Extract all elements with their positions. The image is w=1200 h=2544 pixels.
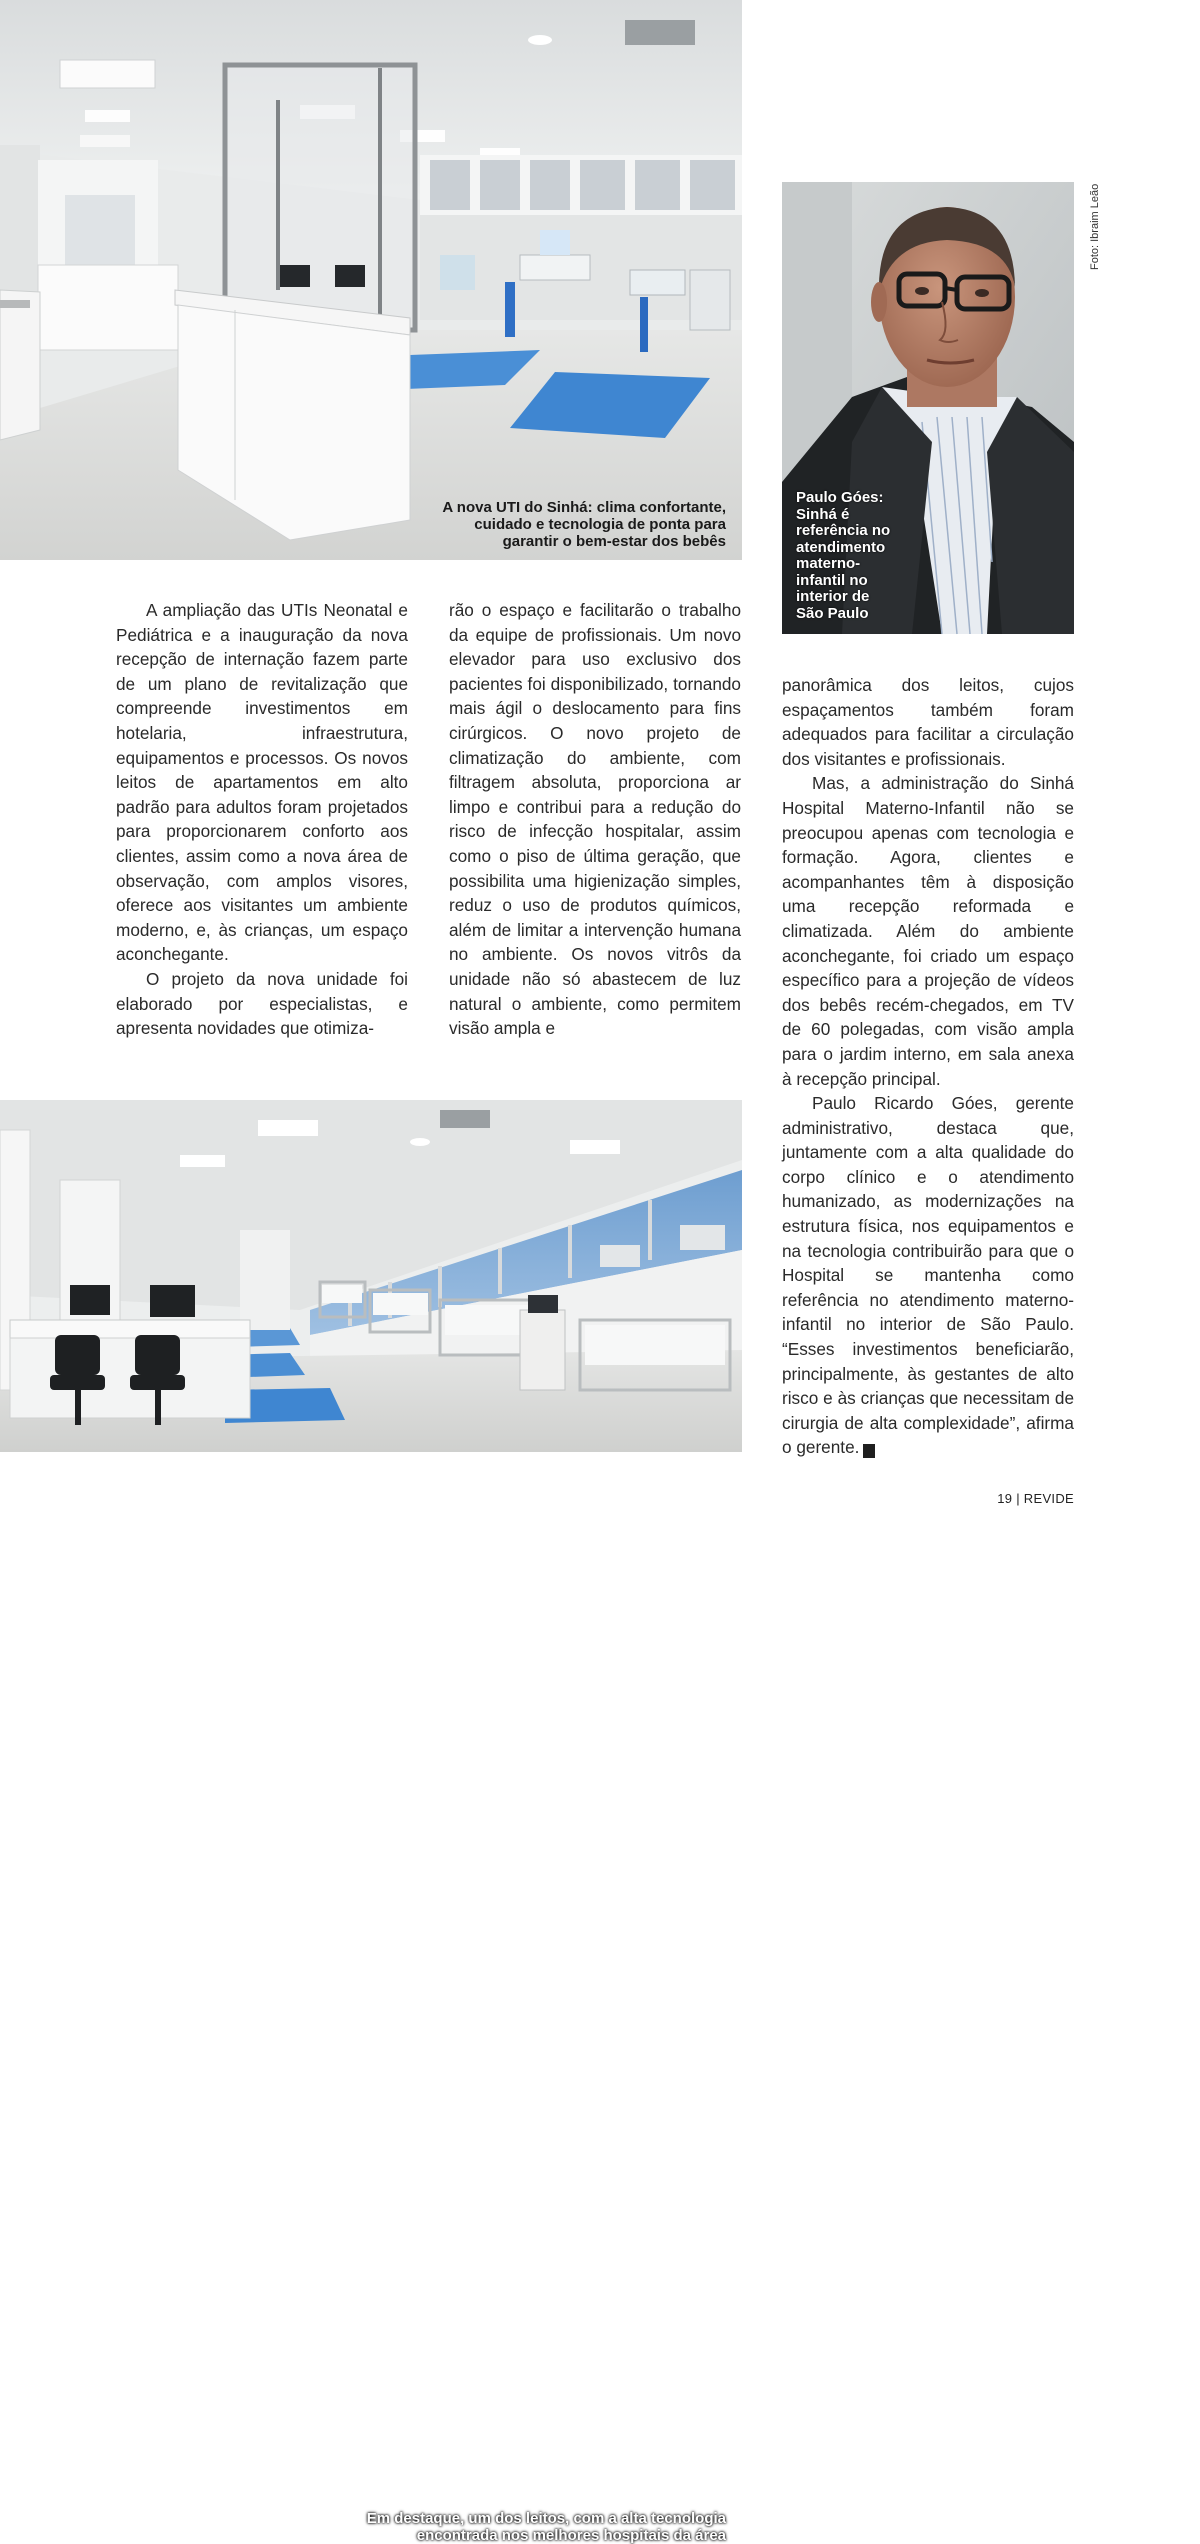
caption-line: encontrada nos melhores hospitais da área <box>416 2527 726 2544</box>
caption-line: atendimento <box>796 538 886 556</box>
article-paragraph: O projeto da nova unidade foi elaborado por especialistas, e apresenta novidades que otimiza- <box>116 968 408 1039</box>
caption-line: materno- <box>796 555 861 572</box>
article-column-2 <box>449 598 741 1041</box>
page-footer <box>997 1491 1074 1506</box>
photo-ward-illustration <box>0 1100 742 1452</box>
caption-line: Sinhá é <box>796 505 850 523</box>
photo-ward-beds <box>0 1100 742 2544</box>
caption-line: garantir o bem-estar dos bebês <box>502 533 726 550</box>
caption-line: São Paulo <box>796 604 869 622</box>
article-column-3 <box>782 673 1074 1460</box>
end-of-article-icon: r <box>863 1444 875 1458</box>
article-paragraph: panorâmica dos leitos, cujos espaçamentos também foram adequados para facilitar a circulação dos visitantes e profissionais. <box>782 675 1074 769</box>
photo-portrait-paulo-goes <box>782 182 1074 634</box>
footer-separator: | <box>1016 1491 1020 1506</box>
magazine-name: REVIDE <box>1023 1491 1074 1506</box>
photo-nicu-room <box>0 0 742 560</box>
caption-line: referência no <box>796 522 891 539</box>
photo-nicu-caption <box>366 499 726 550</box>
caption-line: cuidado e tecnologia de ponta para <box>474 516 726 533</box>
caption-line: A nova UTI do Sinhá: clima confortante, <box>442 499 726 516</box>
article-paragraph-text: Paulo Ricardo Góes, gerente administrativo, destaca que, juntamente com a alta qualidade do corpo clínico e o atendimento humanizado, as modernizações na estrutura física, nos equipamentos e na tecnologia contribuirão para que o Hospital se mantenha como referência no atendimento materno-infantil no interior de São Paulo. “Esses investimentos beneficiarão, principalmente, às gestantes de alto risco e às crianças que necessitam de cirurgia de alta complexidade”, afirma o gerente. <box>782 1093 1074 1458</box>
caption-line: infantil no <box>796 571 868 589</box>
caption-line: Paulo Góes: <box>796 489 884 506</box>
caption-line: interior de <box>796 588 870 605</box>
article-paragraph-last <box>782 1091 1074 1460</box>
article-paragraph: A ampliação das UTIs Neonatal e Pediátrica e a inauguração da nova recepção de internação fazem parte de um plano de revitalização que compreende investimentos em hotelaria, infraestrutura, equipamentos e processos. Os novos leitos de apartamentos em alto padrão para adultos foram projetados para proporcionarem conforto aos clientes, assim como a nova área de observação, com amplos visores, oferece aos visitantes um ambiente moderno, e, às crianças, um espaço aconchegante. <box>116 600 408 965</box>
caption-line: Em destaque, um dos leitos, com a alta tecnologia <box>366 2510 726 2527</box>
portrait-caption <box>796 490 916 622</box>
photo-credit <box>1074 183 1101 275</box>
article-column-1 <box>116 598 408 1041</box>
photo-nicu-room-illustration <box>0 0 742 560</box>
photo-ward-caption <box>300 2510 726 2544</box>
article-paragraph: Mas, a administração do Sinhá Hospital Materno-Infantil não se preocupou apenas com tecnologia e formação. Agora, clientes e acompanhantes têm à disposição uma recepção reformada e climatizada. Além do ambiente aconchegante, foi criado um espaço específico para a projeção de vídeos dos bebês recém-chegados, em TV de 60 polegadas, com visão ampla para o jardim interno, em sala anexa à recepção principal. <box>782 773 1074 1089</box>
photo-credit-text: Foto: Ibraim Leão <box>1089 183 1101 270</box>
page-number: 19 <box>997 1491 1013 1506</box>
article-paragraph: rão o espaço e facilitarão o trabalho da equipe de profissionais. Um novo elevador para uso exclusivo dos pacientes foi disponibilizado, tornando mais ágil o deslocamento para fins cirúrgicos. O novo projeto de climatização do ambiente, com filtragem absoluta, proporciona ar limpo e contribui para a redução do risco de infecção hospitalar, assim como o piso de última geração, que possibilita uma higienização simples, reduz o uso de produtos químicos, além de limitar a intervenção humana no ambiente. Os novos vitrôs da unidade não só abastecem de luz natural o ambiente, como permitem visão ampla e <box>449 600 741 1039</box>
